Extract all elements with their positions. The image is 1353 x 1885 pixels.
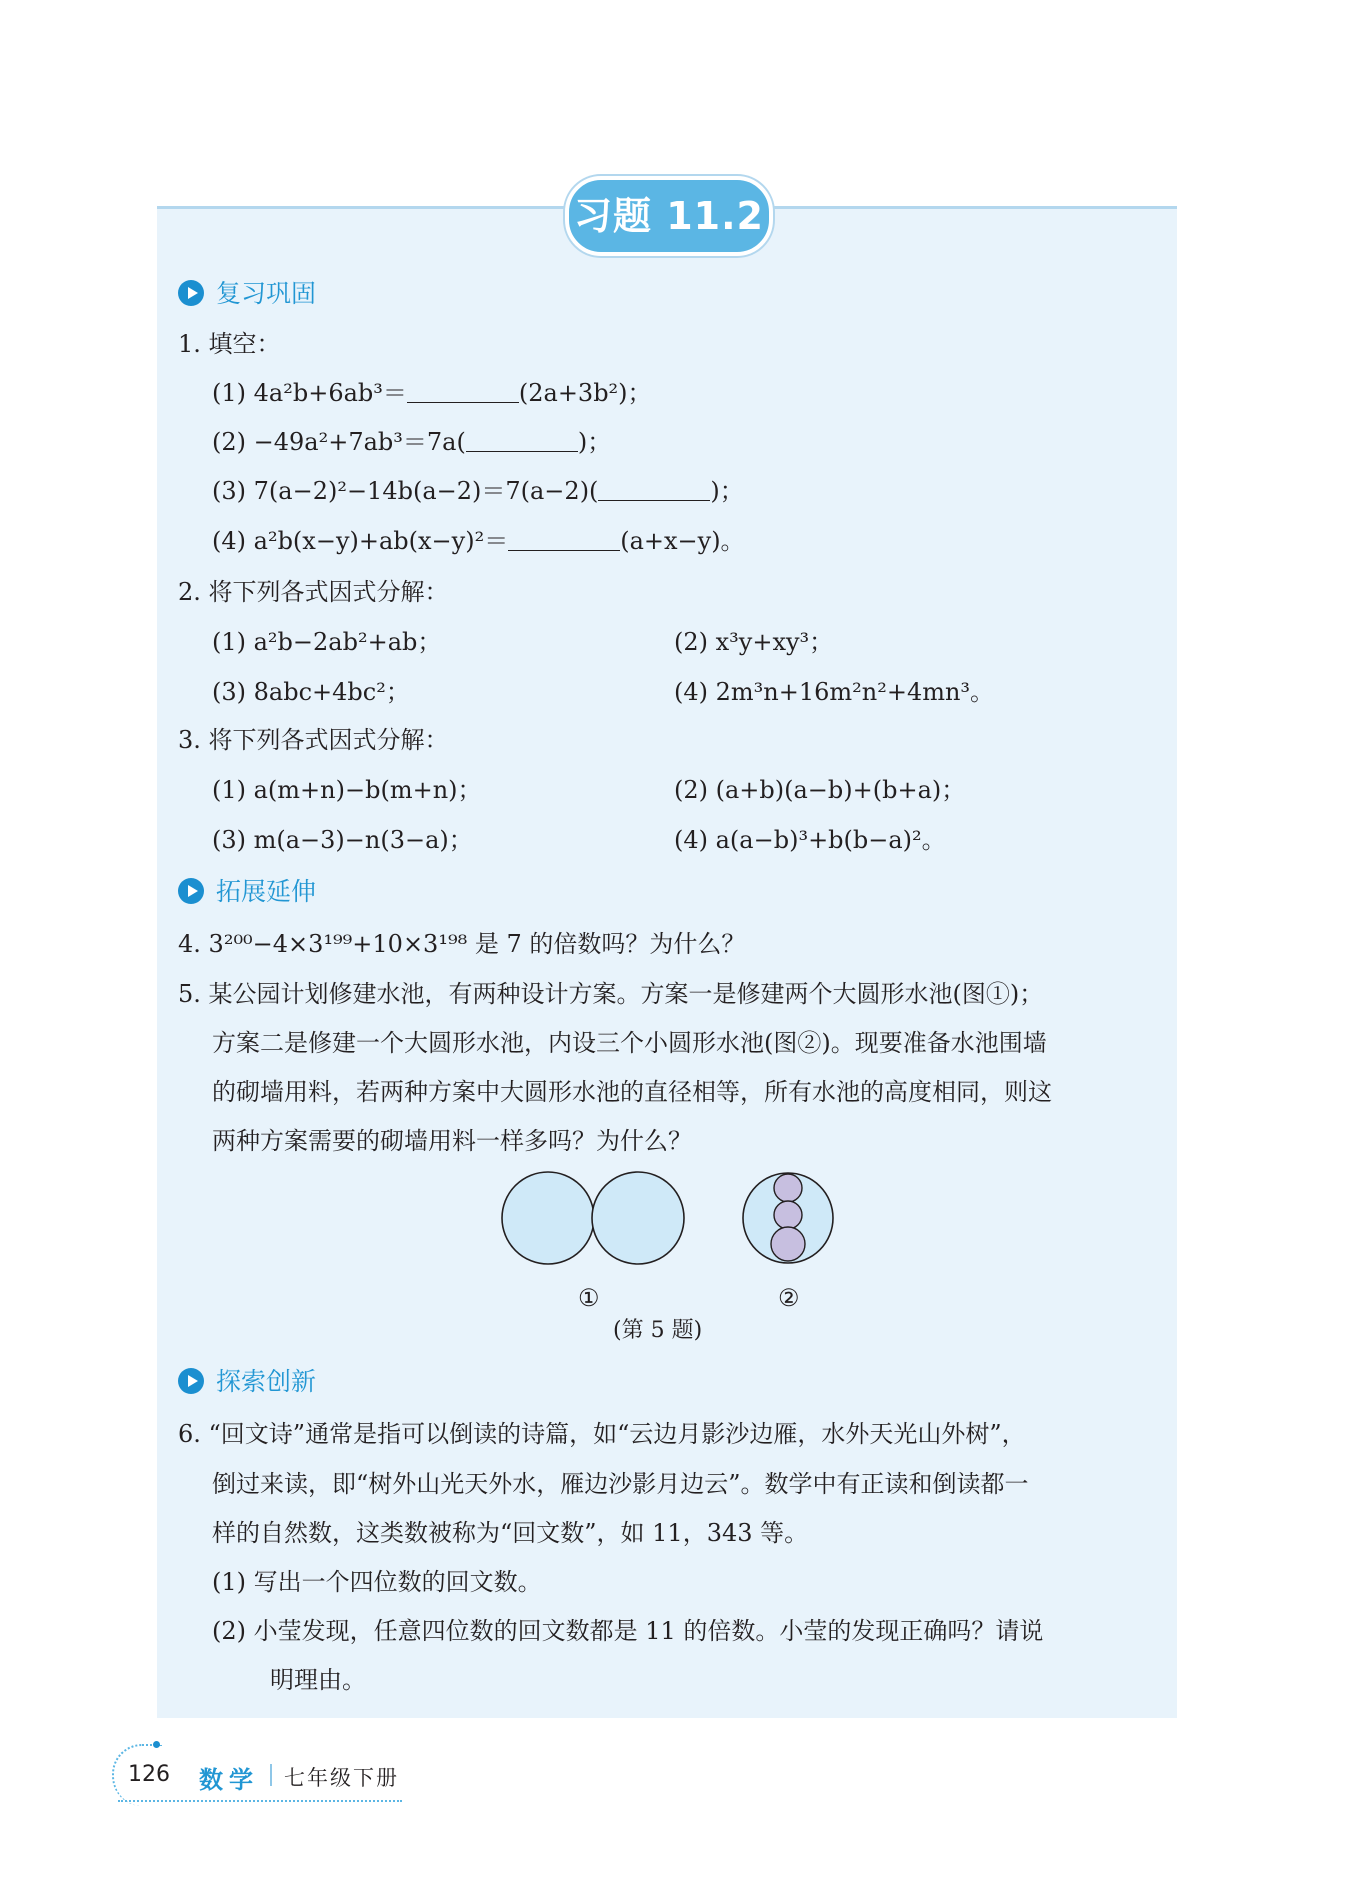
q1-part3 [212, 473, 744, 509]
q6-line2: 倒过来读，即“树外山光天外水，雁边沙影月边云”。数学中有正读和倒读都一 [212, 1470, 1029, 1498]
q6-part2-line2: 明理由。 [270, 1666, 366, 1694]
q4-text: 是 7 的倍数吗？为什么？ [474, 930, 746, 958]
q2-part1: (1) a²b−2ab²+ab； [212, 628, 442, 656]
q3-stem: 3. 将下列各式因式分解： [178, 726, 449, 754]
q1-part1-right: (2a+3b²)； [518, 379, 652, 407]
q1-part3-label: (3) [212, 477, 246, 505]
page-title: 习题 11.2 [565, 176, 773, 256]
q1-part3-right: )； [710, 477, 744, 505]
q5-line4: 两种方案需要的砌墙用料一样多吗？为什么？ [212, 1127, 692, 1155]
q1-part2-label: (2) [212, 428, 246, 456]
q3-part4: (4) a(a−b)³+b(b−a)²。 [674, 826, 946, 854]
answer-blank [598, 480, 710, 501]
q1-part4 [212, 523, 745, 559]
q3-part2: (2) (a+b)(a−b)+(b+a)； [674, 776, 966, 804]
q4-number: 4. [178, 930, 201, 958]
q4-expression: 3²⁰⁰−4×3¹⁹⁹+10×3¹⁹⁸ [208, 930, 468, 958]
figure-1-label: ① [578, 1284, 600, 1312]
pool-small-2 [774, 1201, 802, 1229]
q6-part1: (1) 写出一个四位数的回文数。 [212, 1568, 542, 1596]
page-number: 126 [128, 1762, 170, 1787]
q1-stem: 1. 填空： [178, 330, 281, 358]
q1-part2-left: −49a²+7ab³＝7a( [253, 428, 466, 456]
q2-part4: (4) 2m³n+16m²n²+4mn³。 [674, 678, 995, 706]
answer-blank [508, 530, 620, 551]
section-extend [178, 874, 316, 910]
q1-part4-left: a²b(x−y)+ab(x−y)²＝ [253, 527, 509, 555]
footer-dot [153, 1741, 160, 1748]
section-review [178, 276, 316, 312]
footer-dotted-rule [118, 1800, 402, 1802]
figure-caption: (第 5 题) [613, 1318, 703, 1343]
pool-small-1 [774, 1174, 802, 1202]
play-icon [178, 280, 204, 306]
q4 [178, 926, 745, 962]
footer-book: 七年级下册 [284, 1766, 399, 1790]
section-review-label: 复习巩固 [216, 279, 317, 308]
pool-large-1a [502, 1172, 594, 1264]
q1-part1-label: (1) [212, 379, 246, 407]
figure-2-label: ② [778, 1284, 800, 1312]
q1-part4-right: (a+x−y)。 [620, 527, 745, 555]
play-icon [178, 1368, 204, 1394]
q1-part2 [212, 424, 611, 460]
q3-part1: (1) a(m+n)−b(m+n)； [212, 776, 482, 804]
footer-divider [270, 1764, 272, 1786]
q2-part3: (3) 8abc+4bc²； [212, 678, 410, 706]
pool-small-3 [771, 1227, 805, 1261]
q2-part2: (2) x³y+xy³； [674, 628, 834, 656]
section-explore-label: 探索创新 [216, 1367, 317, 1396]
pool-large-1b [592, 1172, 684, 1264]
q5-line3: 的砌墙用料，若两种方案中大圆形水池的直径相等，所有水池的高度相同，则这 [212, 1078, 1052, 1106]
q5-line1: 5. 某公园计划修建水池，有两种设计方案。方案一是修建两个大圆形水池(图①)； [178, 980, 1044, 1008]
play-icon [178, 878, 204, 904]
q6-part2-line1: (2) 小莹发现，任意四位数的回文数都是 11 的倍数。小莹的发现正确吗？请说 [212, 1617, 1044, 1645]
q6-line3: 样的自然数，这类数被称为“回文数”，如 11，343 等。 [212, 1519, 809, 1547]
section-explore [178, 1364, 316, 1400]
q5-line2: 方案二是修建一个大圆形水池，内设三个小圆形水池(图②)。现要准备水池围墙 [212, 1029, 1047, 1057]
answer-blank [407, 382, 519, 403]
q2-stem: 2. 将下列各式因式分解： [178, 578, 449, 606]
footer-subject: 数学 [199, 1766, 259, 1794]
q1-part1-left: 4a²b+6ab³＝ [253, 379, 407, 407]
q1-part2-right: )； [577, 428, 612, 456]
q1-part4-label: (4) [212, 527, 246, 555]
q1-part1 [212, 375, 652, 411]
pool-figures [480, 1160, 860, 1280]
q6-line1: 6. “回文诗”通常是指可以倒读的诗篇，如“云边月影沙边雁，水外天光山外树”， [178, 1420, 1026, 1448]
section-extend-label: 拓展延伸 [216, 877, 317, 906]
q3-part3: (3) m(a−3)−n(3−a)； [212, 826, 473, 854]
answer-blank [466, 431, 578, 452]
q1-part3-left: 7(a−2)²−14b(a−2)＝7(a−2)( [253, 477, 599, 505]
